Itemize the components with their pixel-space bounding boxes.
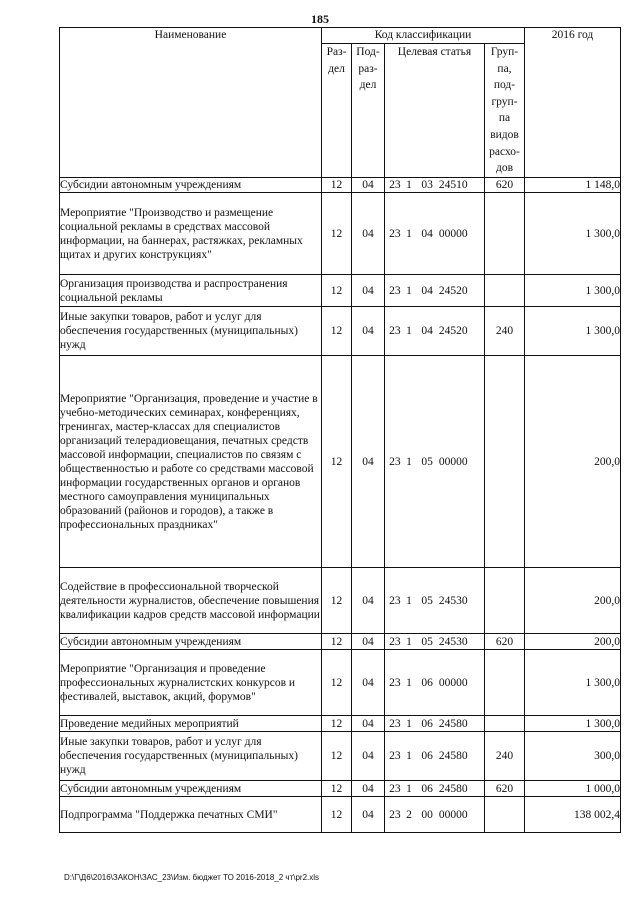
row-podrazdel: 04: [352, 732, 385, 781]
table-row: [60, 781, 621, 797]
row-target: 23 1 05 24530: [385, 634, 485, 650]
row-vid: [485, 568, 525, 634]
row-name: Субсидии автономным учреждениям: [60, 634, 322, 650]
row-razdel: 12: [322, 634, 352, 650]
header-subsection: Под- раз- дел: [352, 44, 385, 178]
row-name: Иные закупки товаров, работ и услуг для обеспечения государственных (муниципальных) нужд: [60, 732, 322, 781]
row-razdel: 12: [322, 732, 352, 781]
row-razdel: 12: [322, 178, 352, 193]
row-podrazdel: 04: [352, 716, 385, 732]
row-amount: 1 300,0: [525, 650, 621, 716]
row-name: Содействие в профессиональной творческой деятельности журналистов, обеспечение повышения квалификации кадров средств массовой информации: [60, 568, 322, 634]
table-row: [60, 650, 621, 716]
row-amount: 200,0: [525, 634, 621, 650]
row-razdel: 12: [322, 307, 352, 356]
row-target: 23 1 06 24580: [385, 716, 485, 732]
row-razdel: 12: [322, 797, 352, 833]
row-razdel: 12: [322, 275, 352, 307]
row-razdel: 12: [322, 781, 352, 797]
row-name: Подпрограмма "Поддержка печатных СМИ": [60, 797, 322, 833]
row-name: Проведение медийных мероприятий: [60, 716, 322, 732]
footer-file-path: D:\Г\Д6\2016\ЗАКОН\ЗАС_23\Изм. бюджет ТО 2016-2018_2 чт\pr2.xls: [64, 873, 320, 882]
row-amount: 1 000,0: [525, 781, 621, 797]
row-name: Субсидии автономным учреждениям: [60, 781, 322, 797]
row-name: Организация производства и распространения социальной рекламы: [60, 275, 322, 307]
row-amount: 1 300,0: [525, 275, 621, 307]
row-podrazdel: 04: [352, 568, 385, 634]
row-vid: [485, 797, 525, 833]
row-vid: 620: [485, 634, 525, 650]
header-code: Код классификации: [322, 28, 525, 44]
header-year: 2016 год: [525, 28, 621, 178]
row-podrazdel: 04: [352, 634, 385, 650]
row-vid: 240: [485, 732, 525, 781]
row-amount: 200,0: [525, 568, 621, 634]
header-target: Целевая статья: [385, 44, 485, 178]
row-podrazdel: 04: [352, 650, 385, 716]
row-podrazdel: 04: [352, 307, 385, 356]
row-amount: 1 300,0: [525, 193, 621, 275]
table-row: [60, 634, 621, 650]
table-row: [60, 356, 621, 568]
row-vid: [485, 193, 525, 275]
row-razdel: 12: [322, 650, 352, 716]
row-podrazdel: 04: [352, 178, 385, 193]
row-podrazdel: 04: [352, 781, 385, 797]
header-group: Груп- па, под- груп- па видов расхо- дов: [485, 44, 525, 178]
row-amount: 200,0: [525, 356, 621, 568]
row-target: 23 2 00 00000: [385, 797, 485, 833]
row-vid: [485, 356, 525, 568]
page-number: 185: [311, 12, 329, 26]
row-razdel: 12: [322, 716, 352, 732]
row-razdel: 12: [322, 356, 352, 568]
row-podrazdel: 04: [352, 356, 385, 568]
row-name: Мероприятие "Организация и проведение профессиональных журналистских конкурсов и фестивалей, выставок, акций, форумов": [60, 650, 322, 716]
row-vid: [485, 716, 525, 732]
table-row: [60, 716, 621, 732]
table-row: [60, 568, 621, 634]
table-row: [60, 178, 621, 193]
row-target: 23 1 06 00000: [385, 650, 485, 716]
row-name: Иные закупки товаров, работ и услуг для обеспечения государственных (муниципальных) нужд: [60, 307, 322, 356]
row-target: 23 1 04 24520: [385, 307, 485, 356]
row-name: Мероприятие "Организация, проведение и участие в учебно-методических семинарах, конференциях, тренингах, мастер-классах для специалистов организаций телерадиовещания, печатных средств массовой информации, специалистов по связям с общественностью и работе со средствами массовой информации государственных органов и органов местного самоуправления муниципальных образований (районов и городов), а также в профессиональных праздниках": [60, 356, 322, 568]
row-podrazdel: 04: [352, 193, 385, 275]
header-name: Наименование: [60, 28, 322, 178]
row-target: 23 1 05 00000: [385, 356, 485, 568]
table-row: [60, 732, 621, 781]
row-vid: [485, 650, 525, 716]
row-amount: 138 002,4: [525, 797, 621, 833]
row-razdel: 12: [322, 193, 352, 275]
row-podrazdel: 04: [352, 275, 385, 307]
table-row: [60, 307, 621, 356]
row-target: 23 1 05 24530: [385, 568, 485, 634]
row-target: 23 1 04 24520: [385, 275, 485, 307]
row-podrazdel: 04: [352, 797, 385, 833]
header-section: Раз- дел: [322, 44, 352, 178]
row-target: 23 1 06 24580: [385, 732, 485, 781]
row-amount: 300,0: [525, 732, 621, 781]
budget-table: [59, 27, 621, 833]
row-amount: 1 300,0: [525, 716, 621, 732]
table-row: [60, 275, 621, 307]
table-row: [60, 193, 621, 275]
row-vid: 620: [485, 178, 525, 193]
row-name: Мероприятие "Производство и размещение социальной рекламы в средствах массовой информации, на баннерах, растяжках, рекламных щитах и других конструкциях": [60, 193, 322, 275]
row-name: Субсидии автономным учреждениям: [60, 178, 322, 193]
row-razdel: 12: [322, 568, 352, 634]
row-target: 23 1 04 00000: [385, 193, 485, 275]
row-vid: 620: [485, 781, 525, 797]
row-vid: 240: [485, 307, 525, 356]
row-target: 23 1 03 24510: [385, 178, 485, 193]
row-vid: [485, 275, 525, 307]
row-amount: 1 300,0: [525, 307, 621, 356]
row-target: 23 1 06 24580: [385, 781, 485, 797]
row-amount: 1 148,0: [525, 178, 621, 193]
table-row: [60, 797, 621, 833]
